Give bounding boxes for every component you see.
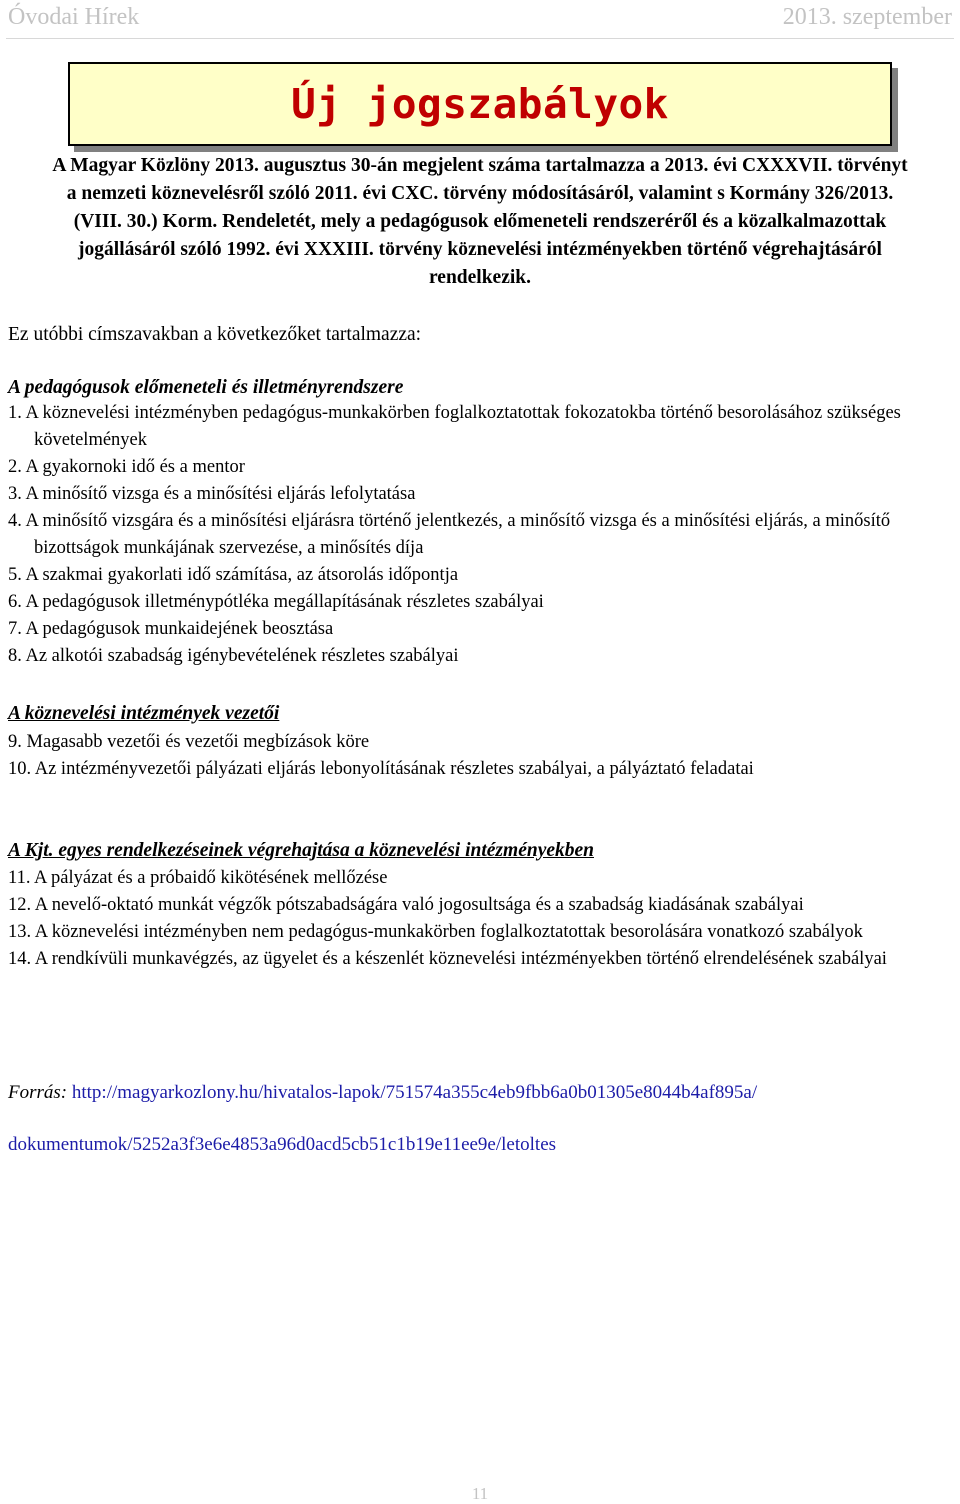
source-link-part1[interactable]: http://magyarkozlony.hu/hivatalos-lapok/751574a355c4eb9fbb6a0b01305e8044b4af895a/ [71,1082,758,1103]
source-link-part2[interactable]: dokumentumok/5252a3f3e6e4853a96d0acd5cb51c1b19e11ee9e/letoltes [8,1134,557,1155]
header-date: 2013. szeptember [782,4,952,30]
section-list-3 [8,865,948,973]
source-line [8,1082,948,1104]
section-list-2 [8,729,948,783]
list-item: 10. Az intézményvezetői pályázati eljárás lebonyolításának részletes szabályai, a pályáztató feladatai [8,759,754,779]
list-item: 12. A nevelő-oktató munkát végzők pótszabadságára való jogosultsága és a szabadság kiadásának szabályai [8,895,804,915]
list-item: 13. A köznevelési intézményben nem pedagógus-munkakörben foglalkoztatottak besorolására vonatkozó szabályok [8,922,863,942]
section-heading-1: A pedagógusok előmeneteli és illetményrendszere [8,377,404,398]
list-item: 14. A rendkívüli munkavégzés, az ügyelet és a készenlét köznevelési intézményekben történő elrendelésének szabályai [8,949,887,969]
header-divider [6,38,954,39]
page-title: Új jogszabályok [291,80,669,128]
list-item: 7. A pedagógusok munkaidejének beosztása [8,619,334,639]
list-item: 2. A gyakornoki idő és a mentor [8,457,245,477]
list-item: 6. A pedagógusok illetménypótléka megállapításának részletes szabályai [8,592,544,612]
header-publication-title: Óvodai Hírek [8,4,140,30]
section-list-1 [8,400,948,670]
list-item: 3. A minősítő vizsga és a minősítési eljárás lefolytatása [8,484,416,504]
list-item: 5. A szakmai gyakorlati idő számítása, az átsorolás időpontja [8,565,459,585]
lead-text: Ez utóbbi címszavakban a következőket tartalmazza: [8,324,422,345]
list-item: 8. Az alkotói szabadság igénybevételének részletes szabályai [8,646,459,666]
title-banner [68,62,892,146]
list-item: 9. Magasabb vezetői és vezetői megbízások köre [8,732,370,752]
list-item: 1. A köznevelési intézményben pedagógus-munkakörben foglalkoztatottak fokozatokba történő besorolásához szükséges követelmények [8,403,901,450]
page-number: 11 [471,1484,489,1503]
list-item: 4. A minősítő vizsgára és a minősítési eljárásra történő jelentkezés, a minősítő vizsga és a minősítési eljárás, a minősítő bizottságok munkájának szervezése, a minősítés díja [8,511,891,558]
source-label: Forrás: [8,1082,68,1103]
section-heading-3: A Kjt. egyes rendelkezéseinek végrehajtása a köznevelési intézményekben [8,840,594,861]
intro-paragraph: A Magyar Közlöny 2013. augusztus 30-án megjelent száma tartalmazza a 2013. évi CXXXVII. törvényt a nemzeti köznevelésről szóló 2011. évi CXC. törvény módosításáról, valamint s Kormány 326/2013. (VIII. 30.) Korm. Rendeletét, mely a pedagógusok előmeneteli rendszeréről és a közalkalmazottak jogállásáról szóló 1992. évi XXXIII. törvény köznevelési intézményekben történő végrehajtásáról rendelkezik. [52,155,908,288]
section-heading-2: A köznevelési intézmények vezetői [8,703,280,724]
list-item: 11. A pályázat és a próbaidő kikötésének mellőzése [8,868,388,888]
